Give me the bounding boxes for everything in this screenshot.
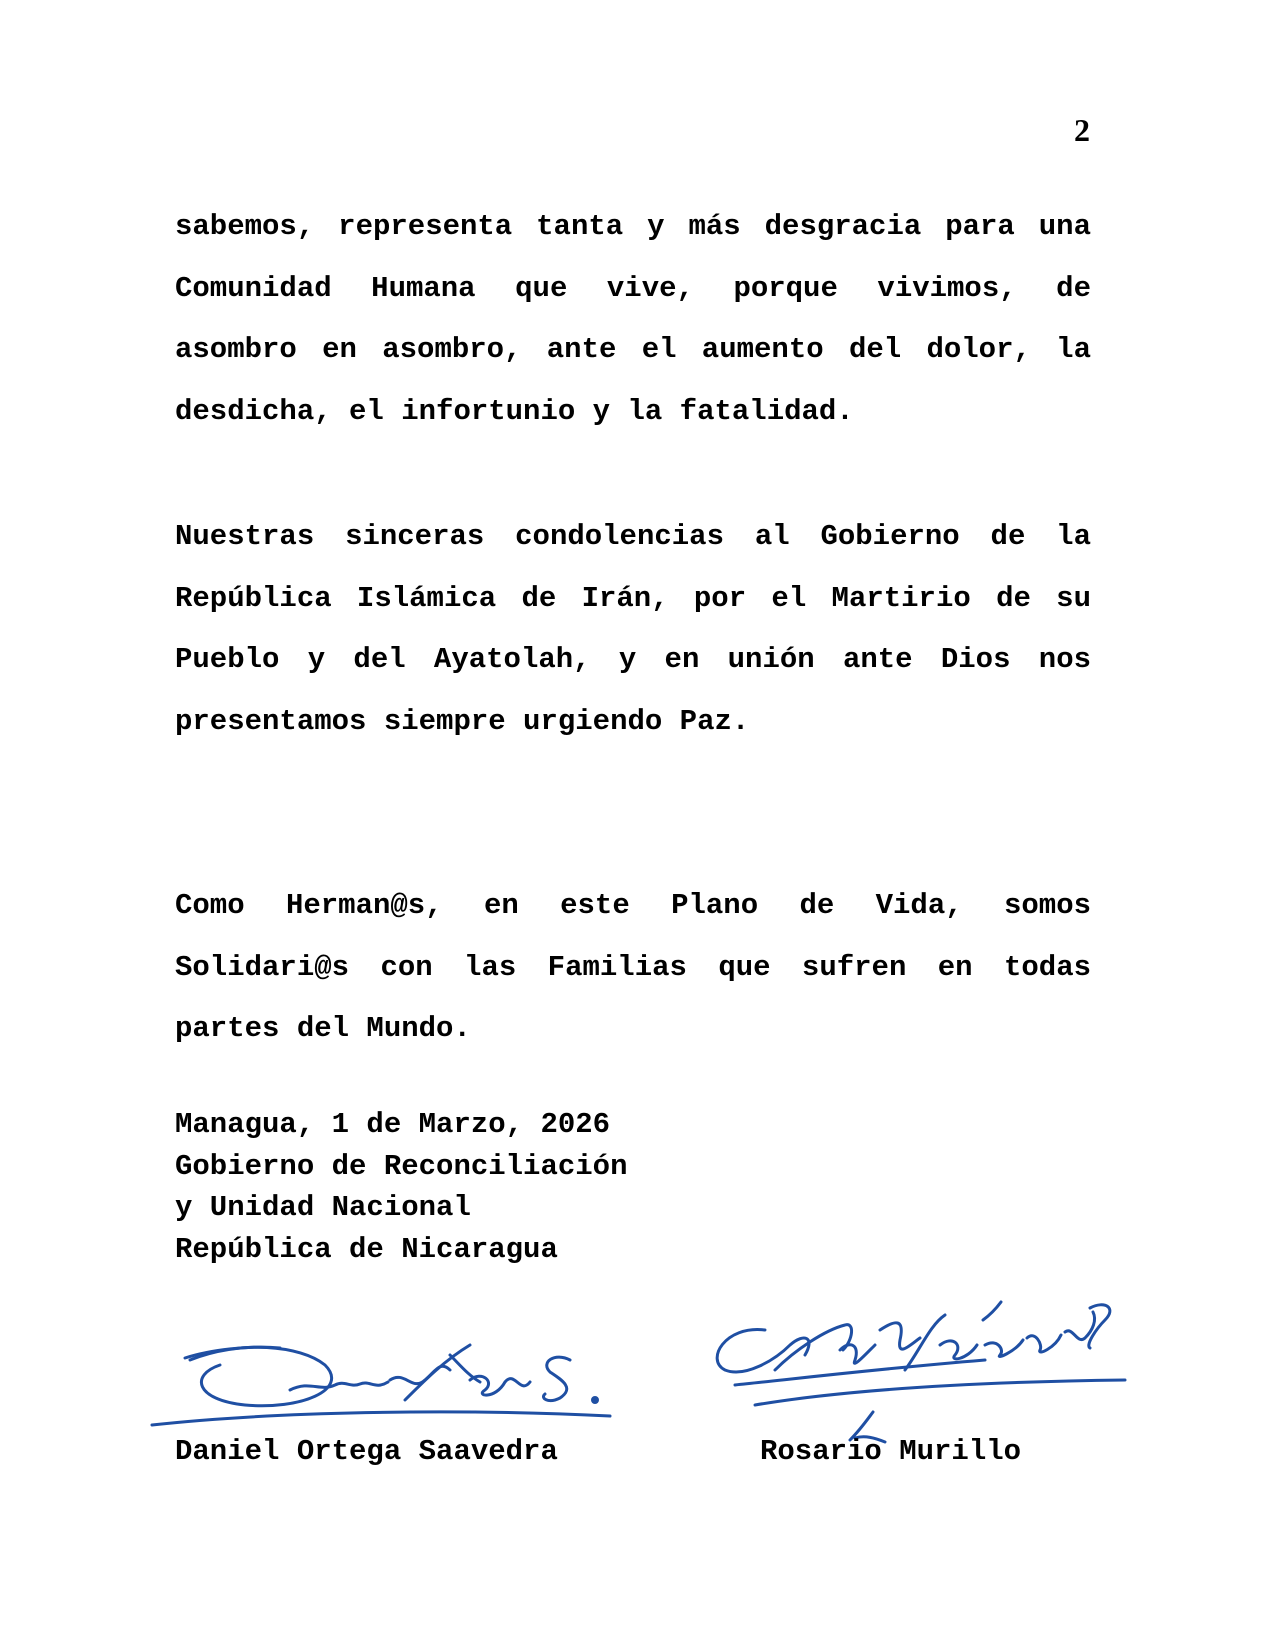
page-number: 2: [1074, 112, 1090, 148]
country: República de Nicaragua: [175, 1232, 558, 1266]
paragraph-2: [175, 506, 1091, 752]
signer-name-left: Daniel Ortega Saavedra: [175, 1435, 558, 1468]
paragraph-3: [175, 875, 1091, 1060]
signature-left: [150, 1320, 650, 1440]
paragraph-1: [175, 196, 1091, 442]
government-line-1: Gobierno de Reconciliación: [175, 1149, 628, 1183]
paragraph-3-text: Como Herman@s, en este Plano de Vida, somos Solidari@s con las Familias que sufren en todas partes del Mundo.: [175, 889, 1091, 1045]
paragraph-2-text: Nuestras sinceras condolencias al Gobierno de la República Islámica de Irán, por el Martirio de su Pueblo y del Ayatolah, y en unión ante Dios nos presentamos siempre urgiendo Paz.: [175, 520, 1091, 738]
government-line-2: y Unidad Nacional: [175, 1191, 471, 1224]
place-date: Managua, 1 de Marzo, 2026: [175, 1108, 611, 1141]
signer-name-right: Rosario Murillo: [760, 1435, 1022, 1468]
paragraph-1-text: sabemos, representa tanta y más desgracia para una Comunidad Humana que vive, porque vivimos, de asombro en asombro, ante el aumento del dolor, la desdicha, el infortunio y la fatalidad.: [175, 210, 1091, 428]
closing-block: [175, 1104, 1091, 1270]
